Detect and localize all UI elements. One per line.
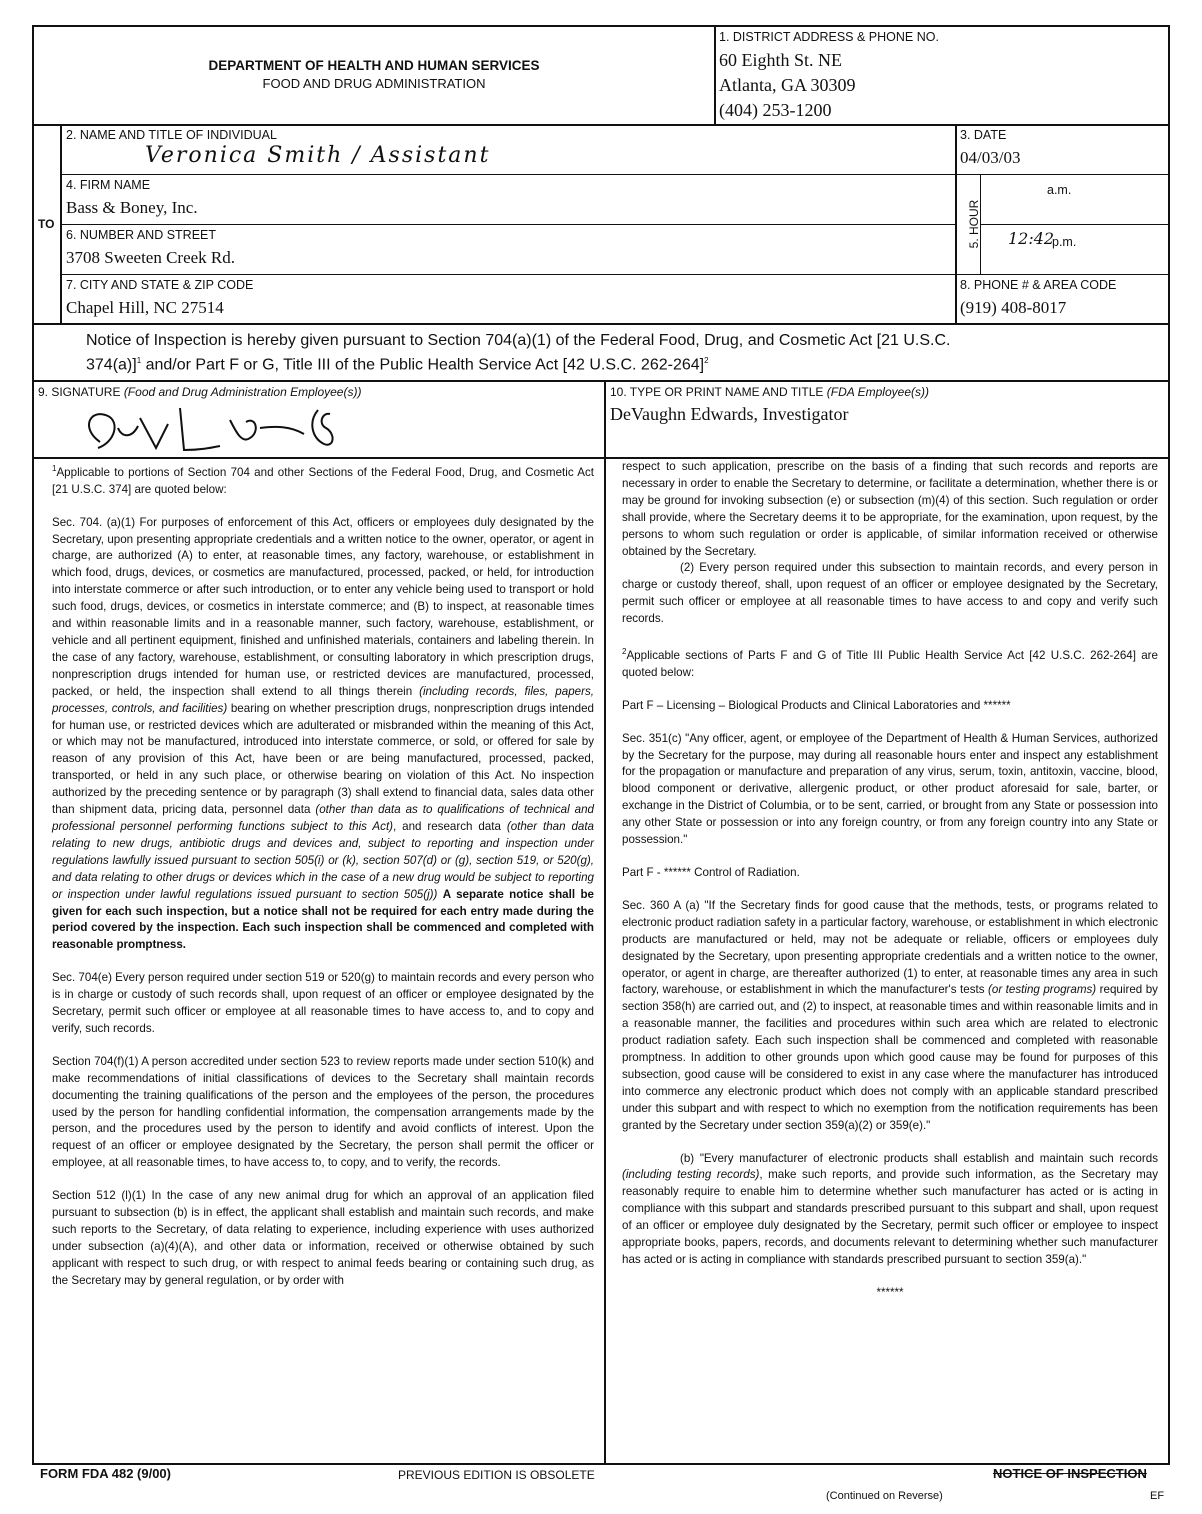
sec-704e: Sec. 704(e) Every person required under section 519 or 520(g) to maintain records and every person who is in charge or custody of such records shall, upon request of an officer or employee designated by the Secretary, permit such officer or employee at all reasonable times to have access to, and to copy and verify, such records.	[52, 971, 594, 1035]
notice-line1: Notice of Inspection is hereby given pursuant to Section 704(a)(1) of the Federal Food, Drug, and Cosmetic Act [21 U.S.C.	[86, 332, 951, 349]
part-f-radiation: Part F - ****** Control of Radiation.	[622, 865, 800, 879]
header-divider	[714, 25, 716, 125]
district-address-line2: Atlanta, GA 30309	[719, 75, 856, 95]
district-phone: (404) 253-1200	[719, 100, 832, 120]
agency-header	[34, 58, 714, 91]
row-line-4	[60, 274, 1170, 275]
signature-divider	[604, 380, 606, 1465]
right-column	[622, 459, 1158, 1302]
row-line-1	[32, 124, 1170, 126]
agency-title: DEPARTMENT OF HEALTH AND HUMAN SERVICES	[208, 58, 540, 73]
firm-label: 4. FIRM NAME	[66, 178, 151, 192]
sec-512: Section 512 (l)(1) In the case of any new animal drug for which an approval of an application filed pursuant to subsection (b) is in effect, the applicant shall establish and maintain such records, and make such reports to the Secretary, of data relating to experience, including experience with uses authorized under subsection (a)(4)(A), and other data or information, received or otherwise obtained by such applicant with respect to such drug, or with respect to animal feeds bearing or containing such drug, as the Secretary may by general regulation, or by order with	[52, 1189, 594, 1287]
name-label: 2. NAME AND TITLE OF INDIVIDUAL	[66, 128, 277, 142]
sec-704f: Section 704(f)(1) A person accredited under section 523 to review reports made under section 510(k) and make recommendations of initial classifications of devices to the Secretary shall maintain records documenting the training qualifications of the person and the employees of the person, the procedures used by the person for handling confidential information, the compensation arrangements made by the person, and the procedures used by the person to identify and avoid conflicts of interest. Upon the request of an officer or employee designated by the Secretary, the person shall permit the officer or employee, at all reasonable times, to have access to, to copy, and to verify, the records.	[52, 1054, 594, 1170]
form-number: FORM FDA 482 (9/00)	[40, 1466, 171, 1481]
ef-mark: EF	[1150, 1490, 1165, 1502]
district-label: 1. DISTRICT ADDRESS & PHONE NO.	[719, 30, 939, 44]
row-line-2	[60, 174, 1170, 175]
print-name-value: DeVaughn Edwards, Investigator	[610, 404, 849, 424]
pm-label: p.m.	[1052, 235, 1077, 249]
phone-label: 8. PHONE # & AREA CODE	[960, 278, 1117, 292]
sec-351c: Sec. 351(c) "Any officer, agent, or employee of the Department of Health & Human Services, authorized by the Secretary for the purpose, may during all reasonable hours enter and inspect any establishment for the propagation or manufacture and preparation of any virus, serum, toxin, antitoxin, vaccine, blood, blood component or derivative, allergenic product, or other product aforesaid for sale, barter, or exchange in the District of Columbia, or to be sent, carried, or brought from any State or possession into any other State or possession or into any foreign country, or from any foreign country into any State or possession."	[622, 731, 1158, 847]
print-name-label: 10. TYPE OR PRINT NAME AND TITLE (FDA Employee(s))	[610, 385, 929, 399]
right-p4: Part F – Licensing – Biological Products and Clinical Laboratories and ******	[622, 698, 1011, 712]
street-value: 3708 Sweeten Creek Rd.	[66, 248, 236, 267]
previous-edition-note: PREVIOUS EDITION IS OBSOLETE	[398, 1468, 595, 1482]
row-line-6	[32, 380, 1170, 382]
sec-360b: (b) "Every manufacturer of electronic products shall establish and maintain such records (including testing records), make such reports, and provide such information, as the Secretary may reasonably require to enable him to determine whether such manufacturer has acted or is acting in compliance with this subpart and standards prescribed pursuant to this subpart and shall, upon request of an officer or employee duly designated by the Secretary, permit such officer or employee to inspect appropriate books, papers, records, and documents relevant to determining whether such manufacturer has acted or is acting in compliance with standards prescribed pursuant to section 359(a)."	[622, 1151, 1159, 1267]
to-label: TO	[38, 217, 55, 231]
right-p3: $^2$Applicable sections of Parts F and G of Title III Public Health Service Act [42 U.S.C. 262-264] are quoted below:	[622, 647, 1158, 679]
sub-agency-title: FOOD AND DRUG ADMINISTRATION	[262, 76, 486, 91]
frame-top	[32, 25, 1170, 27]
city-label: 7. CITY AND STATE & ZIP CODE	[66, 278, 254, 292]
notice-line2: 374(a)]$^1$ and/or Part F or G, Title III of the Public Health Service Act [42 U.S.C. 262-264]$^2$	[86, 356, 709, 374]
sec-360a: Sec. 360 A (a) "If the Secretary finds for good cause that the methods, tests, or programs related to electronic product radiation safety in a particular factory, warehouse, or establishment in which electronic products are manufactured or held, may not be adequate or reliable, officers or employees duly designated by the Secretary, upon presenting appropriate credentials and a written notice to the owner, operator, or agent in charge, are thereafter authorized (1) to enter, at reasonable times any area in such factory, warehouse, or establishment in which the manufacturer's tests (or testing programs) required by section 358(h) are carried out, and (2) to inspect, at reasonable times and within reasonable limits and in a reasonable manner, the facilities and procedures within such area which are related to electronic product radiation safety. Each such inspection shall be commenced and completed with reasonable promptness. In addition to other grounds upon which good cause may be found for purposes of this subsection, good cause will be considered to exist in any case where the manufacturer has introduced into commerce any electronic product which does not comply with an applicable standard prescribed under this subpart and with respect to which no exemption from the notification requirements has been granted by the Secretary under section 359(a)(2) or 359(e)."	[622, 898, 1158, 1132]
frame-right	[1168, 25, 1170, 1465]
pm-value: 12:42	[1008, 229, 1055, 248]
signature-mark	[60, 398, 350, 458]
continued-note: (Continued on Reverse)	[826, 1490, 943, 1502]
district-address-line1: 60 Eighth St. NE	[719, 50, 843, 70]
street-label: 6. NUMBER AND STREET	[66, 228, 217, 242]
notice-text	[86, 331, 1156, 375]
form-title: NOTICE OF INSPECTION	[993, 1466, 1147, 1481]
date-value: 04/03/03	[960, 148, 1021, 167]
hour-label: 5. HOUR	[967, 199, 981, 249]
row-line-5	[32, 323, 1170, 325]
sec-704a: Sec. 704. (a)(1) For purposes of enforcement of this Act, officers or employees duly designated by the Secretary, upon presenting appropriate credentials and a written notice to the owner, operator, or agent in charge, are authorized (A) to enter, at reasonable times, any factory, warehouse, or establishment in which food, drugs, devices, or cosmetics are manufactured, processed, packed, or held, for introduction into interstate commerce or after such introduction, or to enter any vehicle being used to transport or hold such food, drugs, devices, or cosmetics in interstate commerce; and (B) to inspect, at reasonable times and within reasonable limits and in a reasonable manner, such factory, warehouse, establishment, or vehicle and all pertinent equipment, finished and unfinished materials, containers and labeling therein. In the case of any factory, warehouse, establishment, or consulting laboratory in which prescription drugs, nonprescription drugs intended for human use, or restricted devices are manufactured, processed, packed, or held, the inspection shall extend to all things therein (including records, files, papers, processes, controls, and facilities) bearing on whether prescription drugs, nonprescription drugs intended for human use, or restricted devices which are adulterated or misbranded within the meaning of this Act, or which may not be manufactured, introduced into interstate commerce, or sold, or offered for sale by reason of any provision of this Act, have been or are being manufactured, processed, packed, transported, or held in any such place, or otherwise bearing on violation of this Act. No inspection authorized by the preceding sentence or by paragraph (3) shall extend to financial data, sales data other than shipment data, pricing data, personnel data (other than data as to qualifications of technical and professional personnel performing functions subject to this Act), and research data (other than data relating to new drugs, antibiotic drugs and devices and, subject to reporting and inspection under regulations lawfully issued pursuant to section 505(i) or (k), section 507(d) or (g), section 519, or 520(g), and data relating to other drugs or devices which in the case of a new drug would be subject to reporting or inspection under lawful regulations issued pursuant to section 505(j)) A separate notice shall be given for each such inspection, but a notice shall not be required for each entry made during the period covered by the inspection. Each such inspection shall be commenced and completed with reasonable promptness.	[52, 515, 595, 952]
firm-value: Bass & Boney, Inc.	[66, 198, 198, 217]
frame-left	[32, 25, 34, 1465]
frame-bottom	[32, 1463, 1170, 1465]
am-label: a.m.	[1047, 183, 1072, 197]
row-line-3	[60, 224, 956, 225]
name-value: Veronica Smith / Assistant	[145, 143, 491, 168]
right-p1: respect to such application, prescribe on the basis of a finding that such records and reports are necessary in order to enable the Secretary to determine, or facilitate a determination, whether there is or may be ground for invoking subsection (e) or subsection (m)(4) of this section. Such regulation or order shall provide, where the Secretary deems it to be appropriate, for the examination, upon request, by the persons to whom such regulation or order is applicable, of similar information received or otherwise obtained by the Secretary.	[622, 460, 1158, 558]
signature-label: 9. SIGNATURE (Food and Drug Administration Employee(s))	[38, 385, 362, 399]
end-stars: ******	[876, 1285, 904, 1299]
left-intro: $^1$Applicable to portions of Section 704 and other Sections of the Federal Food, Drug, and Cosmetic Act [21 U.S.C. 374] are quoted below:	[52, 464, 594, 496]
date-label: 3. DATE	[960, 128, 1007, 142]
phone-value: (919) 408-8017	[960, 298, 1067, 317]
hour-mid-line	[980, 224, 1170, 225]
city-value: Chapel Hill, NC 27514	[66, 298, 224, 317]
right-p2: (2) Every person required under this subsection to maintain records, and every person in charge or custody thereof, shall, upon request of an officer or employee designated by the Secretary, permit such officer or employee at all reasonable times to have access to and copy and verify such records.	[622, 561, 1158, 626]
left-column	[52, 461, 594, 1290]
